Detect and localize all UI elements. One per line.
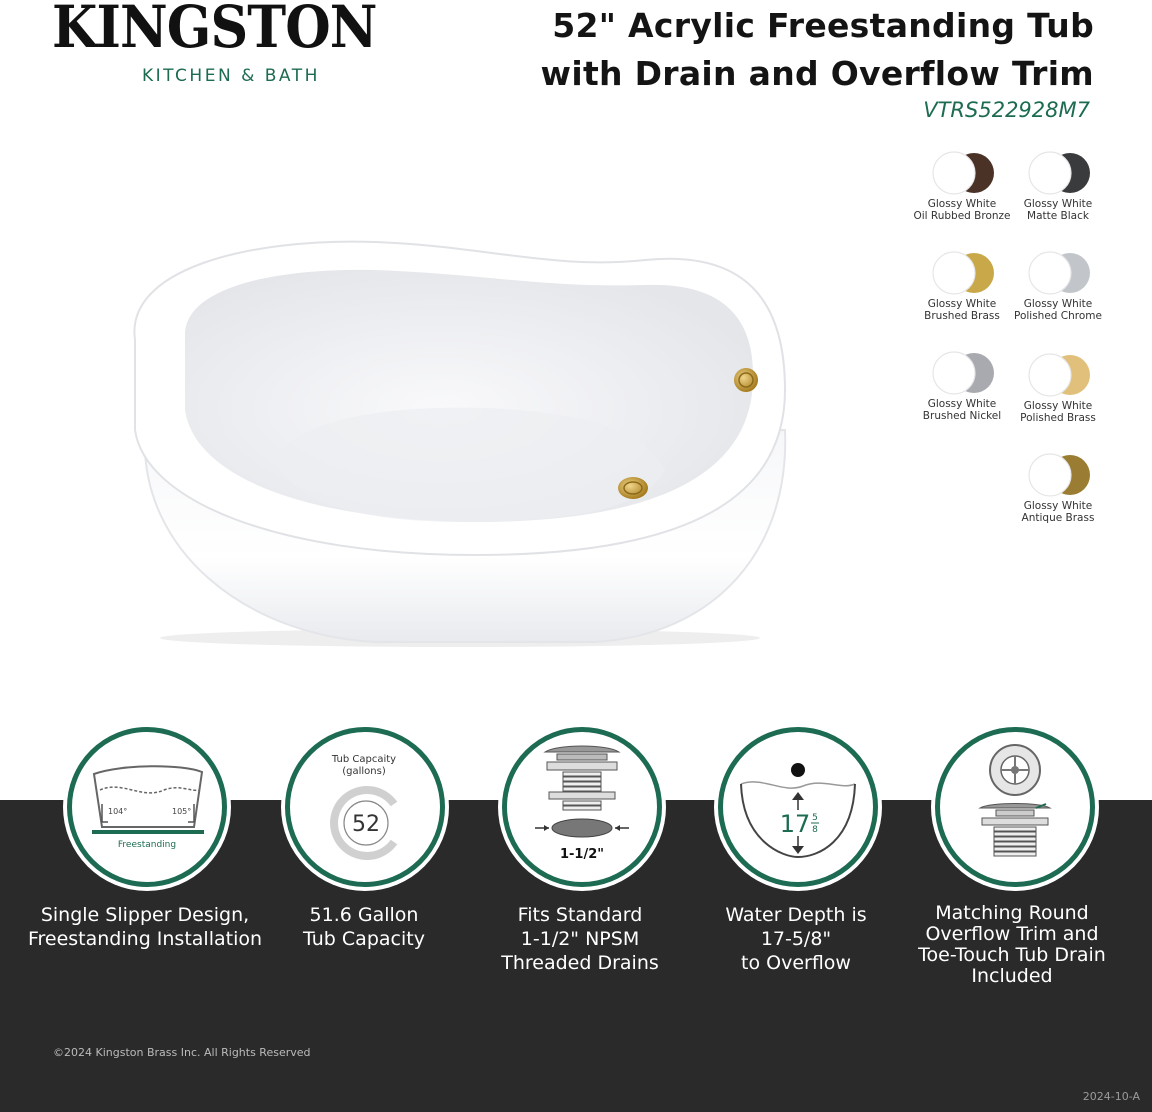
swatch-line2: Brushed Nickel xyxy=(922,410,1002,422)
feature-overflow-circle xyxy=(935,727,1095,887)
feature-text-line: Tub Capacity xyxy=(303,928,425,950)
product-sku: VTRS522928M7 xyxy=(923,98,1090,122)
brand-logo: KINGSTON xyxy=(52,0,377,61)
feature-depth-circle xyxy=(718,727,878,887)
brand-tagline: KITCHEN & BATH xyxy=(142,66,320,86)
product-title-line2: with Drain and Overflow Trim xyxy=(540,54,1094,93)
document-code: 2024-10-A xyxy=(1082,1090,1140,1103)
depth-denominator: 8 xyxy=(812,825,818,835)
freestanding-caption: Freestanding xyxy=(117,840,177,850)
finish-swatch[interactable] xyxy=(988,450,1128,524)
feature-text-line: Single Slipper Design, xyxy=(40,904,250,926)
capacity-heading: Tub Capcaity xyxy=(331,754,397,765)
swatch-line2: Polished Chrome xyxy=(1014,310,1102,322)
finish-color-icon xyxy=(1022,248,1094,298)
freestanding-tub-icon xyxy=(72,732,222,882)
swatch-line1: Glossy White xyxy=(1023,198,1093,210)
capacity-value: 52 xyxy=(352,812,380,837)
swatch-line1: Glossy White xyxy=(1023,400,1093,412)
feature-text-line: Overflow Trim and xyxy=(925,923,1099,945)
feature-drain-circle xyxy=(502,727,662,887)
swatch-line2: Polished Brass xyxy=(1020,412,1096,424)
feature-text-line: 17-5/8" xyxy=(760,928,832,950)
copyright-text: ©2024 Kingston Brass Inc. All Rights Reserved xyxy=(53,1046,311,1059)
swatch-line1: Glossy White xyxy=(1023,500,1093,512)
threaded-drain-icon xyxy=(507,732,657,882)
product-title-line1: 52" Acrylic Freestanding Tub xyxy=(552,6,1094,45)
swatch-line1: Glossy White xyxy=(927,398,997,410)
water-depth-icon xyxy=(723,732,873,882)
drain-size-label: 1-1/2" xyxy=(559,847,605,862)
finish-swatch[interactable] xyxy=(988,350,1128,424)
capacity-unit: (gallons) xyxy=(342,766,386,777)
feature-capacity-circle xyxy=(285,727,445,887)
feature-text-line: 51.6 Gallon xyxy=(309,904,419,926)
swatch-line1: Glossy White xyxy=(927,198,997,210)
feature-text-line: Included xyxy=(971,965,1053,987)
feature-freestanding-text xyxy=(20,903,270,951)
feature-text-line: Toe-Touch Tub Drain xyxy=(918,944,1106,966)
overflow-drain-icon xyxy=(940,732,1090,882)
swatch-line2: Oil Rubbed Bronze xyxy=(913,210,1011,222)
swatch-line1: Glossy White xyxy=(1023,298,1093,310)
feature-text-line: Fits Standard xyxy=(517,904,643,926)
swatch-line1: Glossy White xyxy=(927,298,997,310)
swatch-line2: Antique Brass xyxy=(1021,512,1095,524)
feature-text-line: Threaded Drains xyxy=(501,952,659,974)
depth-numerator: 5 xyxy=(812,813,818,823)
feature-freestanding-circle xyxy=(67,727,227,887)
feature-text-line: 1-1/2" NPSM xyxy=(520,928,640,950)
swatch-line2: Brushed Brass xyxy=(924,310,1000,322)
feature-text-line: to Overflow xyxy=(741,952,851,974)
depth-whole: 17 xyxy=(779,810,811,838)
feature-drain-text xyxy=(455,903,705,975)
finish-color-icon xyxy=(1022,350,1094,400)
tub-image xyxy=(125,230,795,650)
capacity-gauge-icon xyxy=(290,732,440,882)
feature-depth-text xyxy=(671,903,921,975)
finish-swatch[interactable] xyxy=(988,248,1128,322)
feature-capacity-text xyxy=(239,903,489,951)
feature-overflow-text xyxy=(887,903,1137,987)
finish-swatch[interactable] xyxy=(988,148,1128,222)
finish-color-icon xyxy=(1022,450,1094,500)
product-title xyxy=(454,2,1094,98)
feature-text-line: Freestanding Installation xyxy=(27,928,263,950)
feature-text-line: Water Depth is xyxy=(725,904,867,926)
angle-left-label: 104° xyxy=(108,807,128,816)
finish-color-icon xyxy=(1022,148,1094,198)
swatch-line2: Matte Black xyxy=(1027,210,1089,222)
angle-right-label: 105° xyxy=(172,807,192,816)
feature-text-line: Matching Round xyxy=(935,902,1089,924)
